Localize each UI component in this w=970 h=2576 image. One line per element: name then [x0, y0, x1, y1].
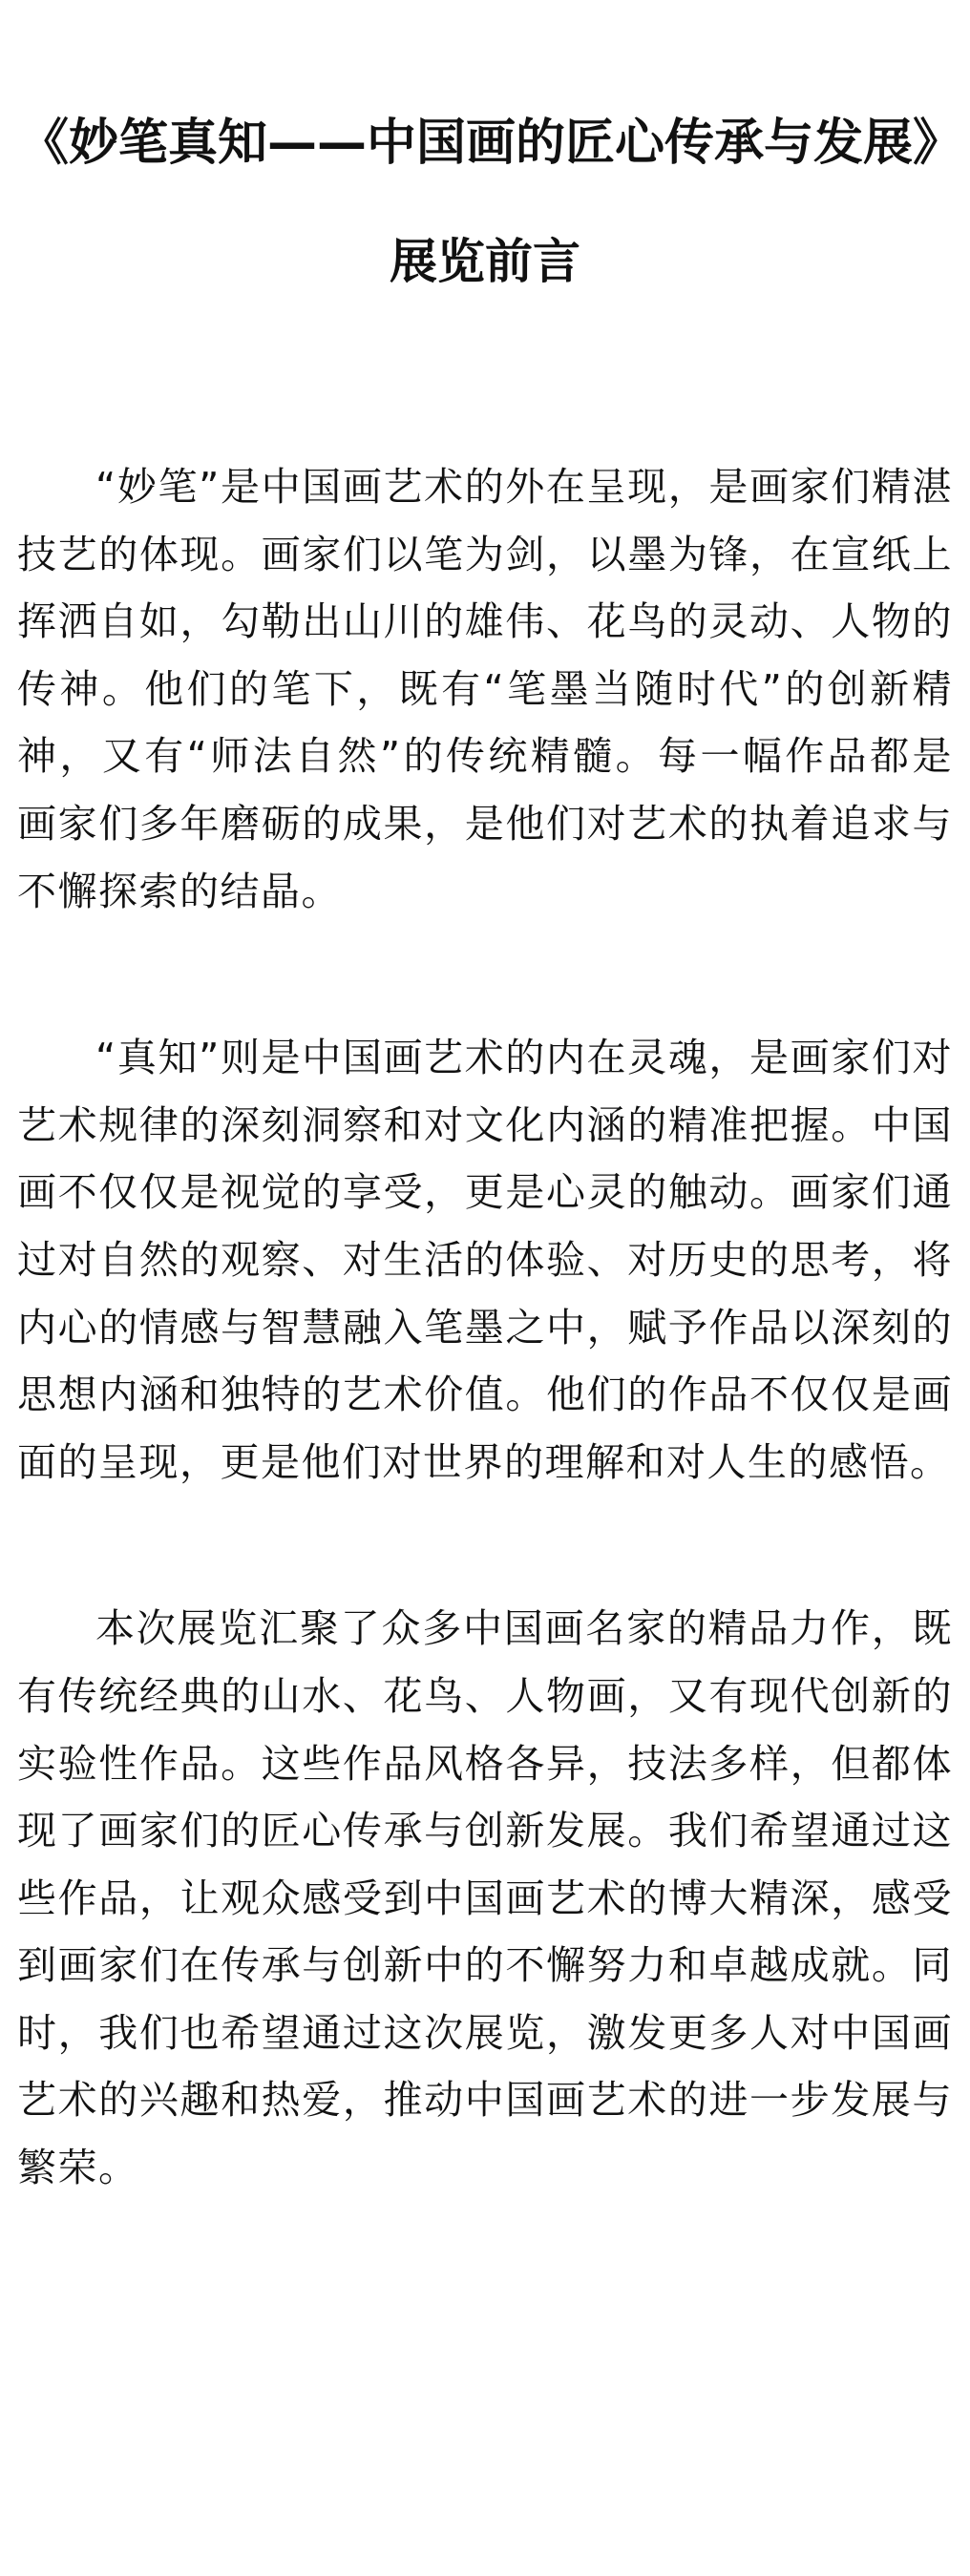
preface-heading: 展览前言: [390, 234, 580, 289]
paragraph-miaobi: “妙笔”是中国画艺术的外在呈现，是画家们精湛技艺的体现。画家们以笔为剑，以墨为锋，在宣纸上挥洒自如，勾勒出山川的雄伟、花鸟的灵动、人物的传神。他们的笔下，既有“笔墨当随时代”的创新精神，又有“师法自然”的传统精髓。每一幅作品都是画家们多年磨砺的成果，是他们对艺术的执着追求与不懈探索的结晶。: [17, 464, 953, 914]
paragraph-zhenzhi: “真知”则是中国画艺术的内在灵魂，是画家们对艺术规律的深刻洞察和对文化内涵的精准把握。中国画不仅仅是视觉的享受，更是心灵的触动。画家们通过对自然的观察、对生活的体验、对历史的思考，将内心的情感与智慧融入笔墨之中，赋予作品以深刻的思想内涵和独特的艺术价值。他们的作品不仅仅是画面的呈现，更是他们对世界的理解和对人生的感悟。: [17, 1035, 953, 1485]
exhibition-title: 《妙笔真知——中国画的匠心传承与发展》: [19, 115, 963, 172]
paragraph-exhibition-intro: 本次展览汇聚了众多中国画名家的精品力作，既有传统经典的山水、花鸟、人物画，又有现代创新的实验性作品。这些作品风格各异，技法多样，但都体现了画家们的匠心传承与创新发展。我们希望通过这些作品，让观众感受到中国画艺术的博大精深，感受到画家们在传承与创新中的不懈努力和卓越成就。同时，我们也希望通过这次展览，激发更多人对中国画艺术的兴趣和热爱，推动中国画艺术的进一步发展与繁荣。: [17, 1605, 953, 2191]
preface-body: [17, 453, 953, 2202]
